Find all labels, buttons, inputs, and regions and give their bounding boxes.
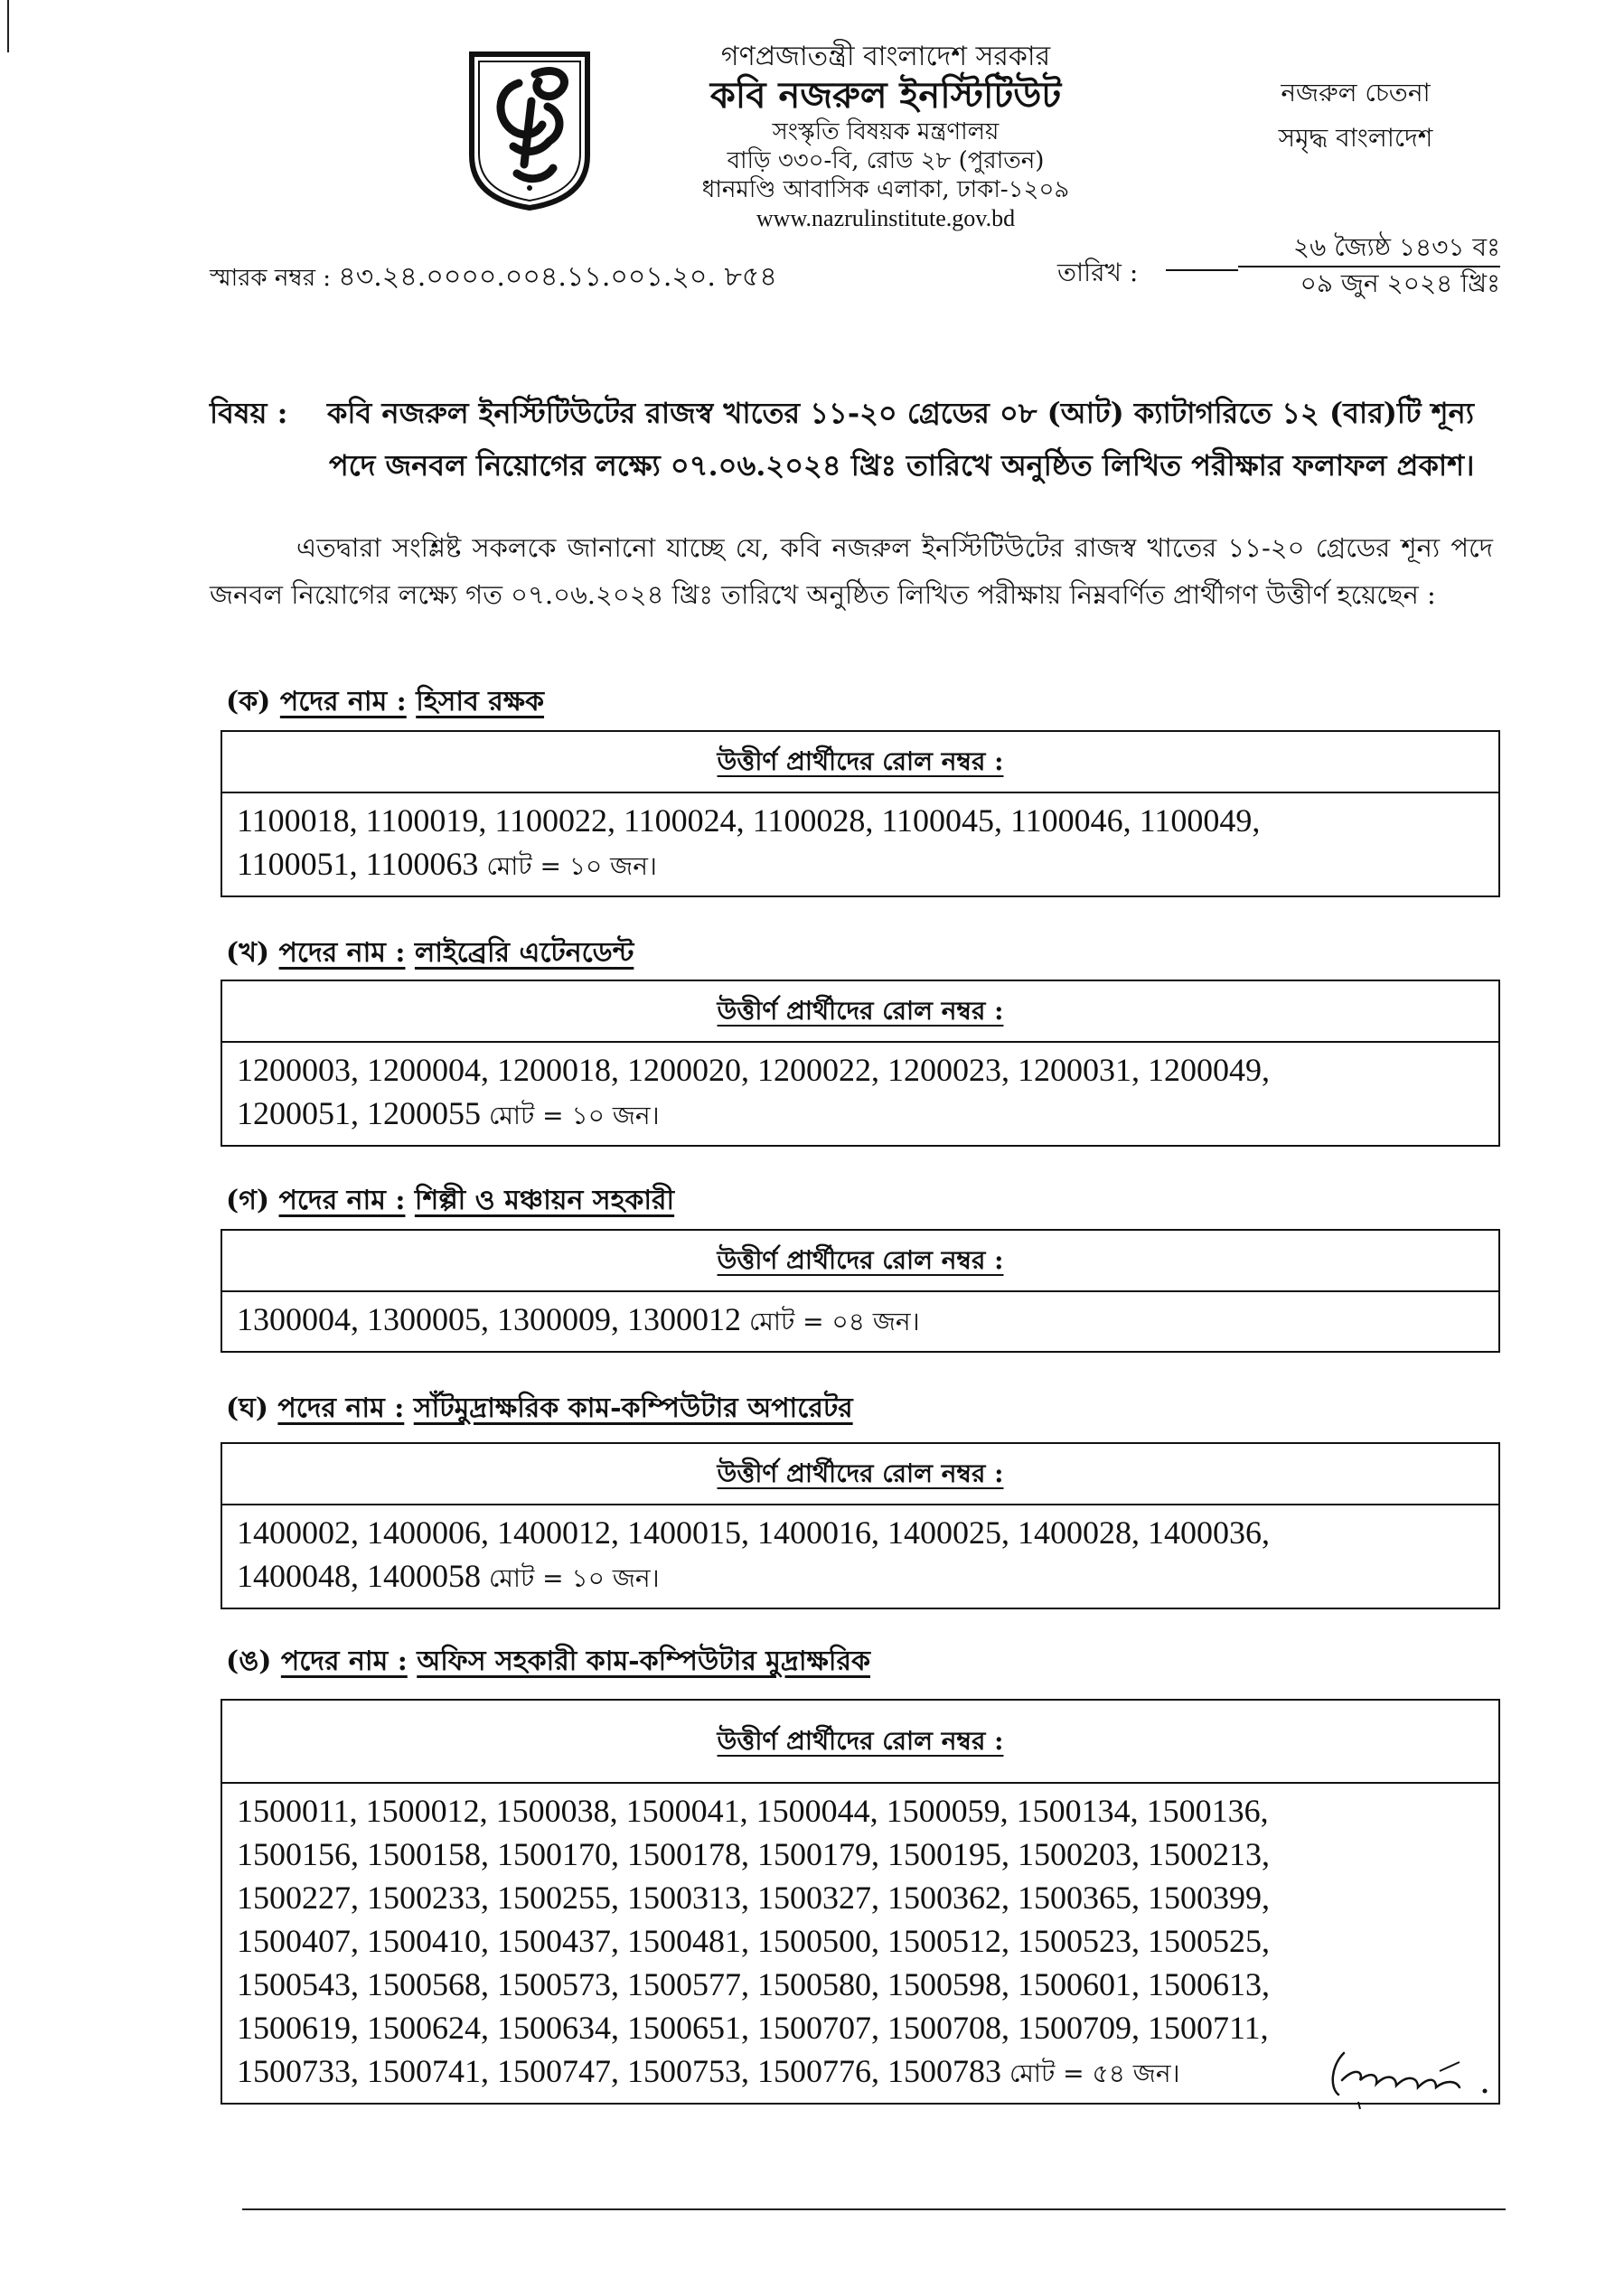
subject-line-1: কবি নজরুল ইনস্টিটিউটের রাজস্ব খাতের ১১-২০ গ্রেডের ০৮ (আট) ক্যাটাগরিতে ১২ (বার)টি শূন্য: [327, 396, 1474, 430]
post-name: শিল্পী ও মঞ্চায়ন সহকারী: [414, 1185, 675, 1216]
result-table-ga: [221, 1229, 1500, 1353]
letterhead: [633, 40, 1139, 233]
table-header-text: উত্তীর্ণ প্রার্থীদের রোল নম্বর :: [717, 996, 1004, 1026]
post-total: মোট = ১০ জন।: [486, 851, 657, 881]
result-table-gha: [221, 1442, 1500, 1609]
roll-line: 1400048, 1400058: [237, 1558, 481, 1594]
result-table-ka: [221, 730, 1500, 897]
post-label: পদের নাম :: [279, 686, 407, 717]
result-table-uma: [221, 1699, 1500, 2105]
intro-text: এতদ্বারা সংশ্লিষ্ট সকলকে জানানো যাচ্ছে যে, কবি নজরুল ইনস্টিটিউটের রাজস্ব খাতের ১১-২০ গ্রেডের শূন্য পদে জনবল নিয়োগের লক্ষ্যে গত ০৭.০৬.২০২৪ খ্রিঃ তারিখে অনুষ্ঠিত লিখিত পরীক্ষায় নিম্নবর্ণিত প্রার্থীগণ উত্তীর্ণ হয়েছেন :: [210, 532, 1493, 610]
table-header-text: উত্তীর্ণ প্রার্থীদের রোল নম্বর :: [717, 1726, 1004, 1756]
table-header: [222, 1701, 1498, 1784]
govt-name: গণপ্রজাতন্ত্রী বাংলাদেশ সরকার: [720, 41, 1051, 72]
date-label: তারিখ :: [1057, 258, 1139, 287]
roll-numbers: [222, 1292, 1498, 1351]
roll-line: 1200003, 1200004, 1200018, 1200020, 1200022, 1200023, 1200031, 1200049,: [237, 1052, 1270, 1088]
roll-line: 1500619, 1500624, 1500634, 1500651, 1500707, 1500708, 1500709, 1500711,: [237, 2010, 1269, 2046]
post-prefix: (ঙ): [226, 1645, 272, 1677]
result-table-kha: [221, 980, 1500, 1147]
memo-reference: [210, 255, 777, 301]
roll-line: 1500733, 1500741, 1500747, 1500753, 1500776, 1500783: [237, 2053, 1001, 2089]
date-bangla: ২৬ জ্যৈষ্ঠ ১৪৩১ বঃ: [1238, 231, 1500, 267]
subject-label: বিষয় :: [210, 396, 288, 430]
date-gregorian: ০৯ জুন ২০২৪ খ্রিঃ: [1300, 268, 1500, 298]
intro-paragraph: [210, 524, 1493, 618]
post-label: পদের নাম :: [277, 1392, 405, 1424]
institute-name: কবি নজরুল ইনস্টিটিউট: [709, 74, 1062, 117]
table-header-text: উত্তীর্ণ প্রার্থীদের রোল নম্বর :: [717, 746, 1004, 776]
post-prefix: (ক): [226, 686, 271, 717]
address-line-1: বাড়ি ৩৩০-বি, রোড ২৮ (পুরাতন): [727, 147, 1045, 174]
date-block: [1238, 231, 1500, 300]
roll-line: 1400002, 1400006, 1400012, 1400015, 1400016, 1400025, 1400028, 1400036,: [237, 1514, 1270, 1551]
post-total: মোট = ১০ জন।: [489, 1563, 660, 1593]
roll-line: 1500156, 1500158, 1500170, 1500178, 1500179, 1500195, 1500203, 1500213,: [237, 1836, 1270, 1872]
roll-line: 1500407, 1500410, 1500437, 1500481, 1500500, 1500512, 1500523, 1500525,: [237, 1923, 1270, 1959]
post-total: মোট = ০৪ জন।: [749, 1307, 920, 1336]
roll-numbers: [222, 1784, 1498, 2103]
post-name: লাইব্রেরি এটেনডেন্ট: [414, 937, 634, 969]
post-prefix: (ঘ): [226, 1392, 268, 1424]
post-prefix: (গ): [226, 1185, 270, 1216]
ministry-name: সংস্কৃতি বিষয়ক মন্ত্রণালয়: [772, 118, 1000, 145]
post-title-uma: [226, 1639, 870, 1685]
post-prefix: (খ): [226, 937, 270, 969]
roll-line: 1500227, 1500233, 1500255, 1500313, 1500327, 1500362, 1500365, 1500399,: [237, 1880, 1270, 1916]
slogan-line-1: নজরুল চেতনা: [1281, 78, 1431, 108]
subject-line-2: পদে জনবল নিয়োগের লক্ষ্যে ০৭.০৬.২০২৪ খ্রিঃ তারিখে অনুষ্ঠিত লিখিত পরীক্ষার ফলাফল প্রকাশ।: [329, 448, 1475, 483]
roll-line: 1200051, 1200055: [237, 1095, 481, 1131]
roll-line: 1100018, 1100019, 1100022, 1100024, 1100028, 1100045, 1100046, 1100049,: [237, 802, 1261, 839]
roll-numbers: [222, 1043, 1498, 1145]
slogan: [1229, 70, 1482, 161]
institute-logo: [463, 47, 596, 211]
post-label: পদের নাম :: [278, 1185, 406, 1216]
signature: [1324, 2044, 1505, 2116]
post-total: মোট = ১০ জন।: [489, 1101, 660, 1130]
post-title-gha: [226, 1386, 853, 1432]
table-header: [222, 732, 1498, 793]
roll-line: 1500011, 1500012, 1500038, 1500041, 1500044, 1500059, 1500134, 1500136,: [237, 1793, 1269, 1829]
slogan-line-2: সমৃদ্ধ বাংলাদেশ: [1278, 123, 1433, 153]
roll-numbers: [222, 1505, 1498, 1608]
post-name: সাঁটমুদ্রাক্ষরিক কাম-কম্পিউটার অপারেটর: [413, 1392, 853, 1424]
post-title-ga: [226, 1178, 674, 1224]
post-name: অফিস সহকারী কাম-কম্পিউটার মুদ্রাক্ষরিক: [417, 1645, 870, 1677]
footer-rule: [242, 2208, 1506, 2210]
post-label: পদের নাম :: [280, 1645, 408, 1677]
website: www.nazrulinstitute.gov.bd: [756, 205, 1016, 231]
post-total: মোট = ৫৪ জন।: [1009, 2058, 1180, 2088]
roll-numbers: [222, 793, 1498, 895]
post-name: হিসাব রক্ষক: [416, 686, 545, 717]
table-header: [222, 1231, 1498, 1292]
date-connector-line: [1166, 269, 1238, 271]
memo-label: স্মারক নম্বর :: [210, 265, 332, 292]
roll-line: 1300004, 1300005, 1300009, 1300012: [237, 1301, 741, 1337]
table-header: [222, 1444, 1498, 1505]
memo-number: ৪৩.২৪.০০০০.০০৪.১১.০০১.২০. ৮৫৪: [338, 261, 777, 293]
post-label: পদের নাম :: [278, 937, 406, 969]
table-header-text: উত্তীর্ণ প্রার্থীদের রোল নম্বর :: [717, 1458, 1004, 1488]
post-title-ka: [226, 680, 544, 726]
address-line-2: ধানমণ্ডি আবাসিক এলাকা, ঢাকা-১২০৯: [701, 176, 1070, 203]
table-header-text: উত্তীর্ণ প্রার্থীদের রোল নম্বর :: [717, 1245, 1004, 1275]
roll-line: 1500543, 1500568, 1500573, 1500577, 1500580, 1500598, 1500601, 1500613,: [237, 1966, 1270, 2002]
subject: [210, 387, 1493, 492]
scan-edge-mark: [7, 0, 9, 52]
post-title-kha: [226, 931, 634, 977]
table-header: [222, 981, 1498, 1043]
roll-line: 1100051, 1100063: [237, 846, 479, 882]
